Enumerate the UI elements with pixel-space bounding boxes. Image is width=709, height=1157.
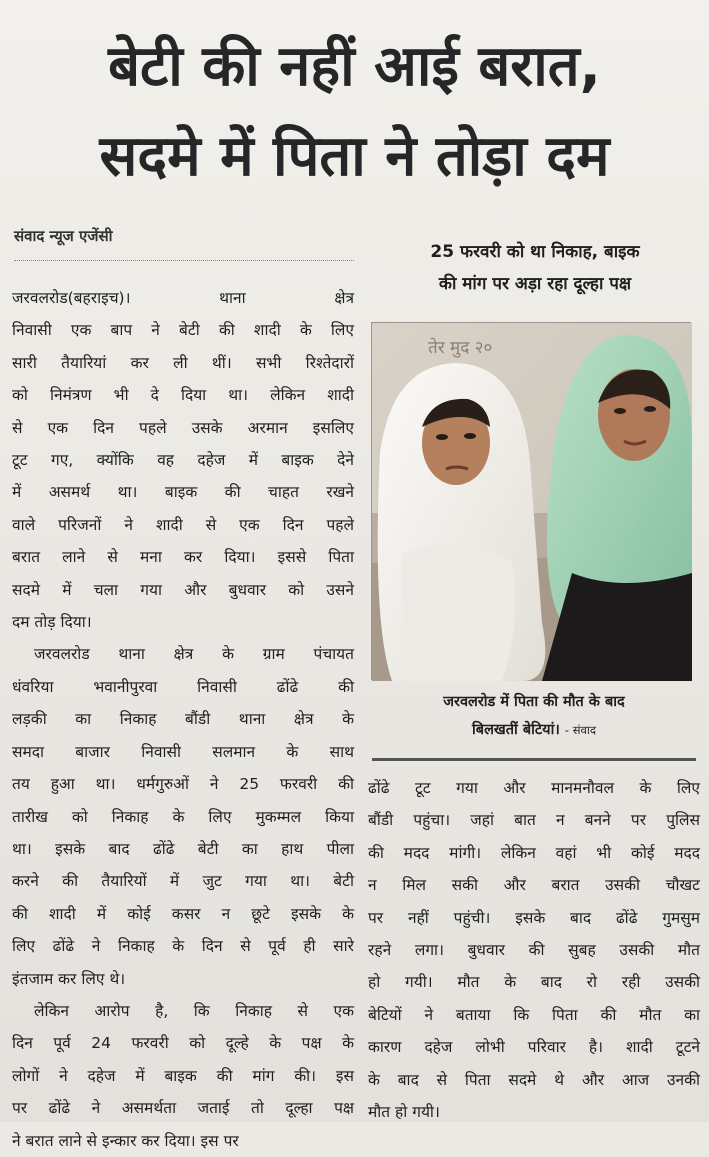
- article-line: समदा बाजार निवासी सलमान के साथ: [12, 742, 354, 761]
- subheadline: [370, 236, 700, 300]
- caption-line-1: जरवलरोड में पिता की मौत के बाद: [443, 694, 625, 710]
- article-line: हो गयी। मौत के बाद रो रही उसकी: [368, 973, 700, 992]
- article-line: के बाद से पिता सदमे थे और आज उनकी: [368, 1070, 700, 1089]
- article-line: ढोंढे टूट गया और मानमनौवल के लिए: [368, 779, 700, 797]
- article-line: बौंडी पहुंचा। जहां बात न बनने पर पुलिस: [368, 811, 700, 830]
- article-line: कारण दहेज लोभी परिवार है। शादी टूटने: [368, 1038, 700, 1057]
- article-line: निवासी एक बाप ने बेटी की शादी के लिए: [12, 321, 354, 340]
- photo-credit: - संवाद: [564, 723, 596, 737]
- article-line: लड़की का निकाह बौंडी थाना क्षेत्र के: [12, 710, 354, 729]
- article-line: सारी तैयारियां कर ली थीं। सभी रिश्तेदारों: [12, 353, 354, 372]
- article-line: की मदद मांगी। लेकिन वहां भी कोई मदद: [368, 843, 700, 862]
- article-line: जरवलरोड थाना क्षेत्र के ग्राम पंचायत: [34, 645, 354, 664]
- article-line: लेकिन आरोप है, कि निकाह से एक: [34, 1001, 354, 1020]
- article-line: को निमंत्रण भी दे दिया था। लेकिन शादी: [12, 386, 354, 405]
- article-line: बरात लाने से मना कर दिया। इससे पिता: [12, 548, 354, 567]
- article-line: धंवरिया भवानीपुरवा निवासी ढोंढे की: [12, 677, 354, 696]
- article-line: से एक दिन पहले उसके अरमान इसलिए: [12, 418, 354, 437]
- article-line: बेटियों ने बताया कि पिता की मौत का: [368, 1005, 700, 1024]
- article-line: लोगों ने दहेज में बाइक की मांग की। इस: [12, 1066, 354, 1085]
- subhead-line-2: की मांग पर अड़ा रहा दूल्हा पक्ष: [438, 274, 632, 294]
- subhead-line-1: 25 फरवरी को था निकाह, बाइक: [430, 242, 640, 262]
- byline: संवाद न्यूज एजेंसी: [14, 226, 354, 261]
- article-line: था। इसके बाद ढोंढे बेटी का हाथ पीला: [12, 839, 354, 858]
- article-line: सदमे में चला गया और बुधवार को उसने: [12, 580, 354, 599]
- wall-scribble: तेर मुद २०: [428, 338, 493, 358]
- headline-line-2: सदमे में पिता ने तोड़ा दम: [99, 124, 610, 189]
- article-line: तारीख को निकाह के लिए मुकम्मल किया: [12, 807, 354, 826]
- article-line: करने की तैयारियों में जुट गया था। बेटी: [12, 872, 354, 891]
- photo-two-daughters: [372, 323, 692, 681]
- article-line: जरवलरोड(बहराइच)। थाना क्षेत्र: [12, 289, 354, 307]
- article-line: तय हुआ था। धर्मगुरुओं ने 25 फरवरी की: [12, 775, 354, 794]
- article-line: मौत हो गयी।: [368, 1103, 440, 1122]
- photo-caption: [372, 688, 696, 744]
- article-line: न मिल सकी और बरात उसकी चौखट: [368, 876, 700, 895]
- column-divider-rule: [372, 758, 696, 761]
- article-headline: [0, 22, 709, 202]
- news-photo: [371, 322, 691, 680]
- article-line: की शादी में कोई कसर न छूटे इसके के: [12, 904, 354, 923]
- article-body-left-column: [12, 282, 354, 1157]
- article-body-right-column: [368, 772, 700, 1128]
- article-line: दम तोड़ दिया।: [12, 613, 92, 632]
- caption-line-2: बिलखतीं बेटियां।: [472, 722, 560, 738]
- article-line: टूट गए, क्योंकि वह दहेज में बाइक देने: [12, 451, 354, 470]
- article-line: में असमर्थ था। बाइक की चाहत रखने: [12, 483, 354, 502]
- article-line: रहने लगा। बुधवार की सुबह उसकी मौत: [368, 941, 700, 960]
- headline-line-1: बेटी की नहीं आई बरात,: [108, 34, 601, 99]
- article-line: पर ढोंढे ने असमर्थता जताई तो दूल्हा पक्ष: [12, 1099, 354, 1118]
- article-line: ने बरात लाने से इन्कार कर दिया। इस पर: [12, 1131, 239, 1150]
- article-line: इंतजाम कर लिए थे।: [12, 969, 126, 988]
- article-line: वाले परिजनों ने शादी से एक दिन पहले: [12, 515, 354, 534]
- article-line: पर नहीं पहुंची। इसके बाद ढोंढे गुमसुम: [368, 908, 700, 927]
- article-line: दिन पूर्व 24 फरवरी को दूल्हे के पक्ष के: [12, 1034, 354, 1053]
- article-line: लिए ढोंढे ने निकाह के दिन से पूर्व ही सारे: [12, 937, 354, 956]
